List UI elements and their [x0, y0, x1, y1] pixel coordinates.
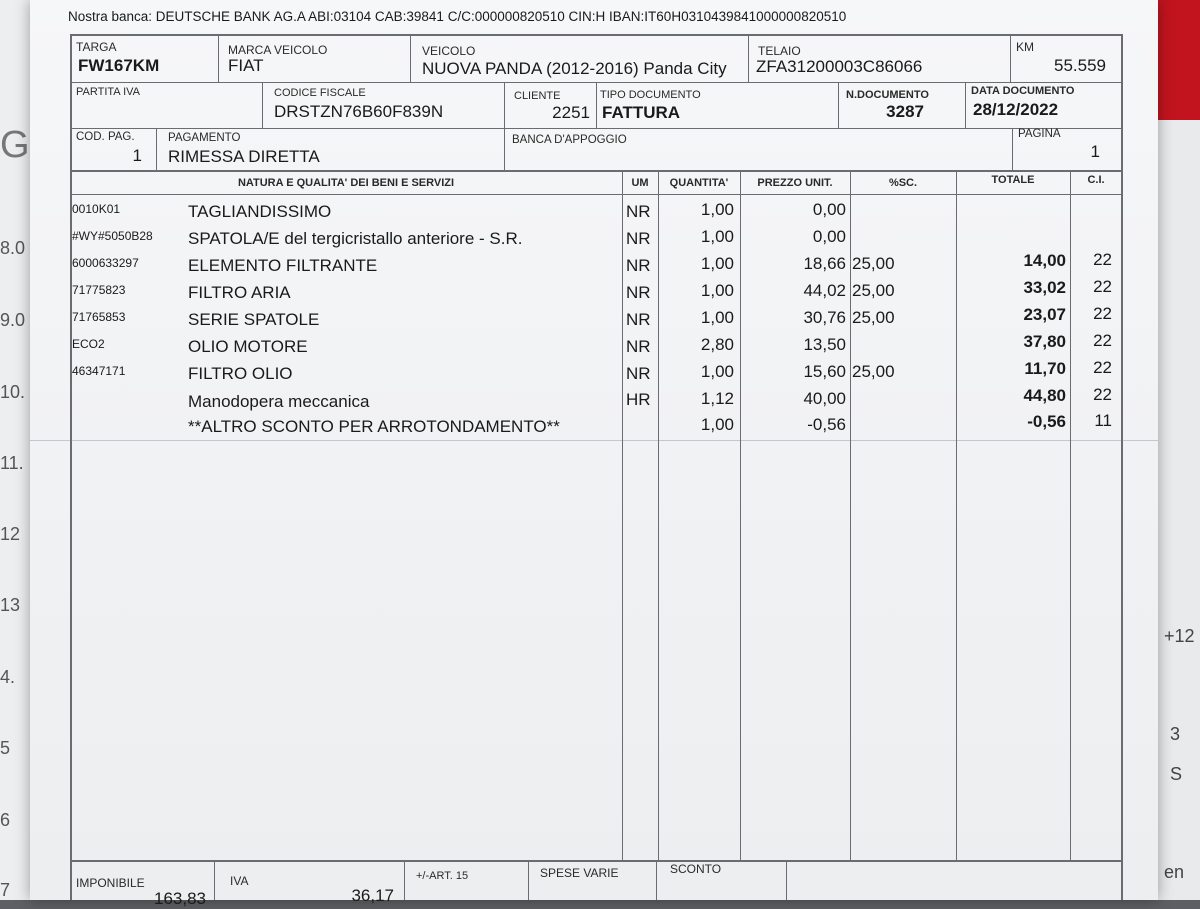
item-quantity: 1,00	[700, 281, 734, 300]
margin-note: 3	[1170, 724, 1181, 744]
pagamento-label: PAGAMENTO	[168, 132, 241, 144]
item-discount: 25,00	[852, 362, 895, 381]
km-label: KM	[1016, 40, 1034, 54]
item-quantity: 1,00	[700, 200, 734, 219]
header-um: UM	[631, 177, 649, 189]
sconto-label: SCONTO	[670, 862, 722, 876]
item-quantity: 1,00	[700, 254, 734, 273]
item-description: **ALTRO SCONTO PER ARROTONDAMENTO**	[188, 417, 560, 436]
item-vat-code: 22	[1093, 385, 1112, 404]
margin-note: 4.	[0, 667, 16, 687]
item-discount: 25,00	[852, 254, 895, 273]
item-total: 44,80	[1023, 386, 1066, 405]
page-number: 1	[1090, 142, 1100, 161]
vehicle-model: NUOVA PANDA (2012-2016) Panda City	[422, 59, 727, 78]
item-total: 33,02	[1023, 278, 1066, 297]
item-unit-price: 44,02	[803, 281, 846, 300]
margin-note: S	[1170, 764, 1183, 784]
margin-note: en	[1164, 862, 1185, 882]
codpag-label: COD. PAG.	[76, 131, 135, 143]
margin-note: G	[0, 124, 30, 166]
pagina-label: PAGINA	[1018, 128, 1061, 140]
item-quantity: 1,00	[700, 227, 734, 246]
header-total: TOTALE	[991, 174, 1035, 186]
data-label: DATA DOCUMENTO	[971, 85, 1075, 97]
item-quantity: 1,00	[700, 415, 734, 434]
header-unit-price: PREZZO UNIT.	[757, 177, 833, 189]
document-number: 3287	[886, 102, 924, 121]
item-vat-code: 22	[1093, 304, 1112, 323]
item-unit-price: 18,66	[803, 254, 846, 273]
header-ci: C.I.	[1087, 174, 1105, 186]
margin-note: 10.	[0, 382, 26, 402]
item-code: 71765853	[72, 310, 126, 324]
art15-label: +/-ART. 15	[416, 870, 469, 882]
taxable-amount: 163,83	[154, 889, 206, 908]
invoice-sheet	[30, 0, 1158, 908]
item-unit-price: 13,50	[803, 335, 846, 354]
item-vat-code: 22	[1093, 277, 1112, 296]
margin-note: 5	[0, 738, 11, 758]
item-quantity: 2,80	[700, 335, 734, 354]
item-code: 71775823	[72, 283, 126, 297]
banca-label: BANCA D'APPOGGIO	[512, 134, 627, 146]
client-id: 2251	[552, 103, 590, 122]
license-plate: FW167KM	[78, 56, 160, 75]
header-description: NATURA E QUALITA' DEI BENI E SERVIZI	[237, 177, 455, 189]
item-quantity: 1,12	[700, 389, 734, 408]
imponibile-label: IMPONIBILE	[76, 876, 145, 890]
telaio-label: TELAIO	[758, 44, 801, 58]
vehicle-brand: FIAT	[228, 56, 264, 75]
item-quantity: 1,00	[700, 308, 734, 327]
item-total: -0,56	[1027, 412, 1066, 431]
targa-label: TARGA	[76, 40, 117, 54]
item-vat-code: 22	[1093, 358, 1112, 377]
margin-note: 6	[0, 810, 11, 830]
mileage: 55.559	[1054, 56, 1106, 75]
item-vat-code: 22	[1093, 331, 1112, 350]
item-unit: NR	[626, 310, 651, 329]
item-code: 0010K01	[72, 202, 121, 216]
item-total: 23,07	[1023, 305, 1066, 324]
item-unit: NR	[626, 364, 651, 383]
red-folder-tab	[1154, 0, 1200, 120]
item-code: ECO2	[72, 337, 105, 351]
item-unit: NR	[626, 283, 651, 302]
vat-amount: 36,17	[351, 886, 394, 905]
item-description: SPATOLA/E del tergicristallo anteriore - S.R.	[188, 229, 523, 248]
item-total: 11,70	[1024, 359, 1066, 378]
fiscal-code: DRSTZN76B60F839N	[274, 102, 444, 121]
item-unit-price: 15,60	[803, 362, 846, 381]
item-vat-code: 22	[1093, 250, 1112, 269]
margin-note: 12	[0, 524, 21, 544]
payment-code: 1	[132, 146, 142, 165]
margin-note: 11.	[0, 453, 24, 473]
margin-note: 8.0	[0, 238, 26, 258]
item-description: FILTRO OLIO	[188, 364, 293, 383]
payment-method: RIMESSA DIRETTA	[168, 147, 320, 166]
item-description: TAGLIANDISSIMO	[188, 202, 332, 221]
item-code: #WY#5050B28	[72, 229, 153, 243]
item-vat-code: 11	[1094, 411, 1112, 430]
item-unit: NR	[626, 256, 651, 275]
margin-note: +12	[1164, 626, 1195, 646]
bank-details: Nostra banca: DEUTSCHE BANK AG.A ABI:03104 CAB:39841 C/C:000000820510 CIN:H IBAN:IT60H0310439841000000820510	[68, 9, 847, 24]
marca-label: MARCA VEICOLO	[228, 43, 328, 57]
item-unit-price: 40,00	[803, 389, 846, 408]
item-description: SERIE SPATOLE	[188, 310, 320, 329]
item-unit-price: -0,56	[807, 415, 846, 434]
piva-label: PARTITA IVA	[76, 86, 140, 98]
item-total: 37,80	[1023, 332, 1066, 351]
cliente-label: CLIENTE	[514, 90, 561, 102]
item-description: FILTRO ARIA	[188, 283, 291, 302]
item-code: 6000633297	[72, 256, 139, 270]
margin-note: 13	[0, 595, 21, 615]
item-total: 14,00	[1023, 251, 1066, 270]
item-unit: NR	[626, 202, 651, 221]
item-unit-price: 30,76	[803, 308, 846, 327]
margin-note: 9.0	[0, 310, 26, 330]
margin-note: 7	[0, 880, 11, 900]
item-discount: 25,00	[852, 308, 895, 327]
spese-label: SPESE VARIE	[540, 866, 619, 880]
header-quantity: QUANTITA'	[669, 177, 729, 189]
document-type: FATTURA	[602, 103, 681, 122]
item-discount: 25,00	[852, 281, 895, 300]
ndoc-label: N.DOCUMENTO	[846, 89, 929, 101]
item-unit: NR	[626, 229, 651, 248]
item-unit-price: 0,00	[812, 200, 846, 219]
chassis-number: ZFA31200003C86066	[756, 57, 923, 76]
item-description: OLIO MOTORE	[188, 337, 308, 356]
item-quantity: 1,00	[700, 362, 734, 381]
document-date: 28/12/2022	[973, 100, 1059, 119]
iva-label: IVA	[230, 874, 249, 888]
item-code: 46347171	[72, 364, 126, 378]
item-unit: HR	[626, 390, 651, 409]
item-description: ELEMENTO FILTRANTE	[188, 256, 378, 275]
item-unit-price: 0,00	[812, 227, 846, 246]
veicolo-label: VEICOLO	[422, 44, 476, 58]
item-unit: NR	[626, 337, 651, 356]
header-discount: %SC.	[888, 177, 918, 189]
cf-label: CODICE FISCALE	[274, 87, 366, 99]
item-description: Manodopera meccanica	[188, 392, 370, 411]
tipo-label: TIPO DOCUMENTO	[600, 89, 701, 101]
